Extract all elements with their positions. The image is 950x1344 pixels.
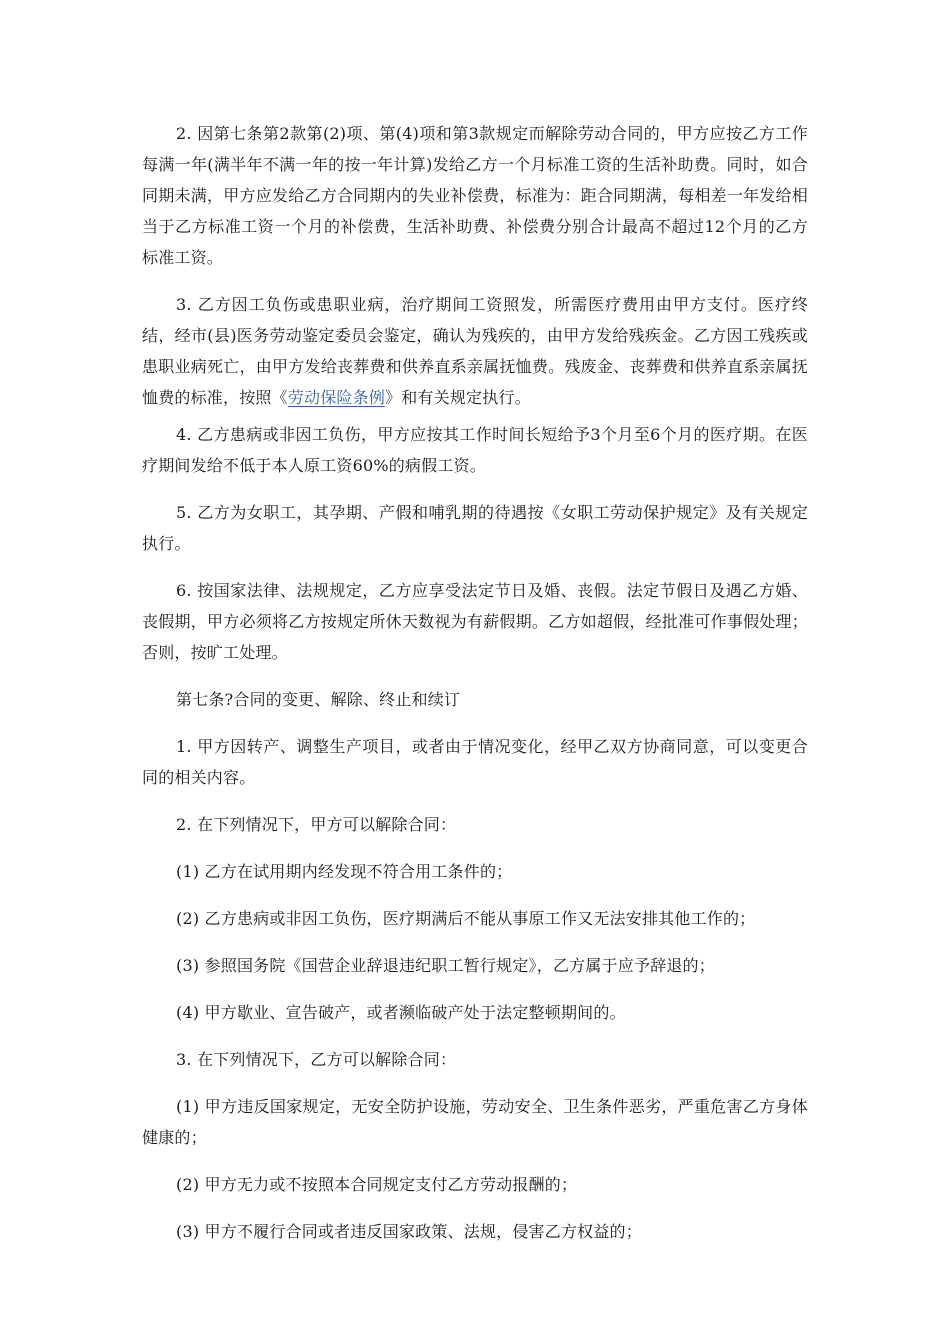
list-item-employer-1: (1) 乙方在试用期内经发现不符合用工条件的； (176, 862, 513, 881)
paragraph-sick-leave: 4. 乙方患病或非因工负伤，甲方应按其工作时间长短给予3个月至6个月的医疗期。在医疗期间发给不低于本人原工资60%的病假工资。 (142, 425, 808, 475)
list-item-employee-3: (3) 甲方不履行合同或者违反国家政策、法规，侵害乙方权益的； (176, 1222, 642, 1241)
paragraph-female-worker: 5. 乙方为女职工，其孕期、产假和哺乳期的待遇按《女职工劳动保护规定》及有关规定执行。 (142, 503, 808, 553)
list-item-employee-2: (2) 甲方无力或不按照本合同规定支付乙方劳动报酬的； (176, 1175, 578, 1194)
paragraph-holidays: 6. 按国家法律、法规规定，乙方应享受法定节日及婚、丧假。法定节假日及遇乙方婚、丧假期，甲方必须将乙方按规定所休天数视为有薪假期。乙方如超假，经批准可作事假处理；否则，按旷工处理。 (142, 581, 808, 662)
list-item-employer-3: (3) 参照国务院《国营企业辞退违纪职工暂行规定》，乙方属于应予辞退的； (176, 956, 715, 975)
list-item-employer-4: (4) 甲方歇业、宣告破产，或者濒临破产处于法定整顿期间的。 (176, 1003, 626, 1022)
labor-insurance-regulations-link[interactable]: 劳动保险条例 (287, 388, 386, 407)
section-heading-article-7: 第七条?合同的变更、解除、终止和续订 (176, 690, 461, 709)
paragraph-employer-termination-intro: 2. 在下列情况下，甲方可以解除合同： (176, 815, 457, 834)
list-item-employer-2: (2) 乙方患病或非因工负伤，医疗期满后不能从事原工作又无法安排其他工作的； (176, 909, 756, 928)
list-item-employee-1: (1) 甲方违反国家规定，无安全防护设施，劳动安全、卫生条件恶劣，严重危害乙方身体健康的； (142, 1097, 808, 1147)
paragraph-work-injury-text: 3. 乙方因工负伤或患职业病，治疗期间工资照发，所需医疗费用由甲方支付。医疗终结，经市(县)医务劳动鉴定委员会鉴定，确认为残疾的，由甲方发给残疾金。乙方因工残疾或患职业病死亡，由甲方发给丧葬费和供养直系亲属抚恤费。残废金、丧葬费和供养直系亲属抚恤费的标准，按照《 (142, 295, 808, 407)
paragraph-employee-termination-intro: 3. 在下列情况下，乙方可以解除合同： (176, 1050, 457, 1069)
paragraph-work-injury (142, 289, 808, 413)
paragraph-severance-subsidy: 2. 因第七条第2款第(2)项、第(4)项和第3款规定而解除劳动合同的，甲方应按乙方工作每满一年(满半年不满一年的按一年计算)发给乙方一个月标准工资的生活补助费。同时，如合同期未满，甲方应发给乙方合同期内的失业补偿费，标准为：距合同期满，每相差一年发给相当于乙方标准工资一个月的补偿费，生活补助费、补偿费分别合计最高不超过12个月的乙方标准工资。 (142, 124, 808, 267)
paragraph-work-injury-tail: 》和有关规定执行。 (385, 388, 531, 407)
paragraph-contract-change: 1. 甲方因转产、调整生产项目，或者由于情况变化，经甲乙双方协商同意，可以变更合同的相关内容。 (142, 737, 808, 787)
